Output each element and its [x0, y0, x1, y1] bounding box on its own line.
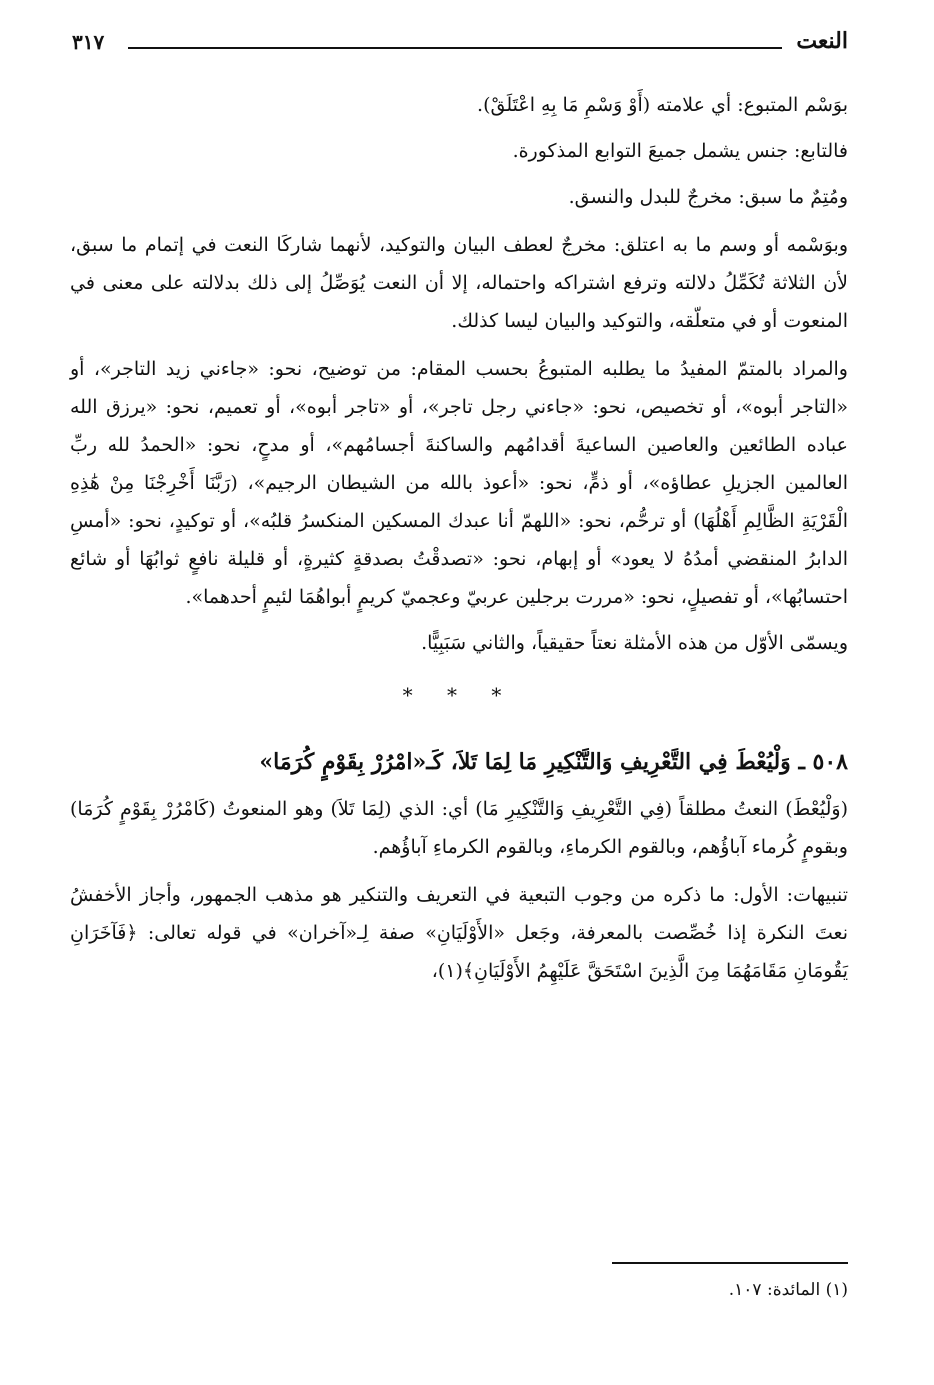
- main-text: [70, 86, 848, 998]
- paragraph-4: وبوَسْمه أو وسم ما به اعتلق: مخرجٌ لعطف البيان والتوكيد، لأنهما شاركَا النعت في إتمام ما سبق، لأن الثلاثة تُكَمِّلُ دلالته وترفع اشتراكه واحتماله، إلا أن النعت يُوَصِّلُ إلى ذلك بدلالته على معنى في المنعوت أو في متعلّقه، والتوكيد والبيان ليسا كذلك.: [70, 234, 848, 332]
- page-number: ٣١٧: [72, 30, 105, 54]
- paragraph-3: ومُتِمٌ ما سبق: مخرجٌ للبدل والنسق.: [568, 186, 848, 208]
- header-rule: [128, 47, 782, 49]
- paragraph-5: والمراد بالمتمّ المفيدُ ما يطلبه المتبوعُ بحسب المقام: من توضيح، نحو: «جاءني زيد التاجر»، أو «التاجر أبوه»، أو تخصيص، نحو: «جاءني رجل تاجر»، أو «تاجر أبوه»، أو تعميم، نحو: «يرزق الله عباده الطائعين والعاصين الساعيةَ أقدامُهم والساكنةَ أجسامُهم»، أو مدحٍ، نحو: «الحمدُ لله ربِّ العالمين الجزيلِ عطاؤه»، أو ذمٍّ، نحو: «أعوذ بالله من الشيطان الرجيم»، (رَبَّنَا أَخْرِجْنَا مِنْ هَٰذِهِ الْقَرْيَةِ الظَّالِمِ أَهْلُهَا) أو ترحُّم، نحو: «اللهمّ أنا عبدك المسكين المنكسرُ قلبُه»، أو توكيدٍ، نحو: «أمسِ الدابرُ المنقضي أمدُهُ لا يعود» أو إبهام، نحو: «تصدقْتُ بصدقةٍ كثيرةٍ، أو قليلة نافعٍ ثوابُهَا أو شائع احتسابُها»، أو تفصيلٍ، نحو: «مررت برجلين عربيّ وعجميّ كريمٍ أبواهُمَا لئيمٍ أحدهما».: [70, 358, 848, 608]
- chapter-title: النعت: [796, 28, 848, 54]
- paragraph-2: فالتابع: جنس يشمل جميعَ التوابع المذكورة.: [512, 140, 848, 162]
- paragraph-8: تنبيهات: الأول: ما ذكره من وجوب التبعية في التعريف والتنكير هو مذهب الجمهور، وأجاز الأخفشُ نعتَ النكرة إذا خُصِّصت بالمعرفة، وجَعل «الأَوْلَيَانِ» صفة لِـ«آخران» في قوله تعالى: ﴿فَآخَرَانِ يَقُومَانِ مَقَامَهُمَا مِنَ الَّذِينَ اسْتَحَقَّ عَلَيْهِمُ الأَوْلَيَانِ﴾(١)،: [70, 884, 848, 982]
- paragraph-1: بوَسْم المتبوع: أي علامته (أَوْ وَسْمِ مَا بِهِ اعْتَلَقْ).: [477, 94, 848, 116]
- verse-508: ٥٠٨ ـ وَلْيُعْطَ فِي التَّعْرِيفِ وَالتَّنْكِيرِ مَا لِمَا تَلاَ، كَـ«امْرُرْ بِقَوْمٍ كُرَمَا»: [259, 749, 848, 775]
- footnote-rule: [612, 1262, 848, 1264]
- paragraph-7: (وَلْيُعْطَ) النعتُ مطلقاً (فِي التَّعْرِيفِ وَالتَّنْكِيرِ مَا) أي: الذي (لِمَا تَلاَ) وهو المنعوتُ (كَامْرُرْ بِقَوْمٍ كُرَمَا) وبقومٍ كُرماء آباؤُهم، وبالقوم الكرماءِ، وبالقوم الكرماءِ آباؤُهم.: [70, 798, 848, 858]
- footnote: (١) المائدة: ١٠٧.: [728, 1280, 848, 1300]
- page-header: [72, 28, 848, 58]
- section-separator: * * *: [402, 683, 516, 707]
- paragraph-6: ويسمّى الأوّل من هذه الأمثلة نعتاً حقيقياً، والثاني سَبَبِيًّا.: [421, 632, 848, 654]
